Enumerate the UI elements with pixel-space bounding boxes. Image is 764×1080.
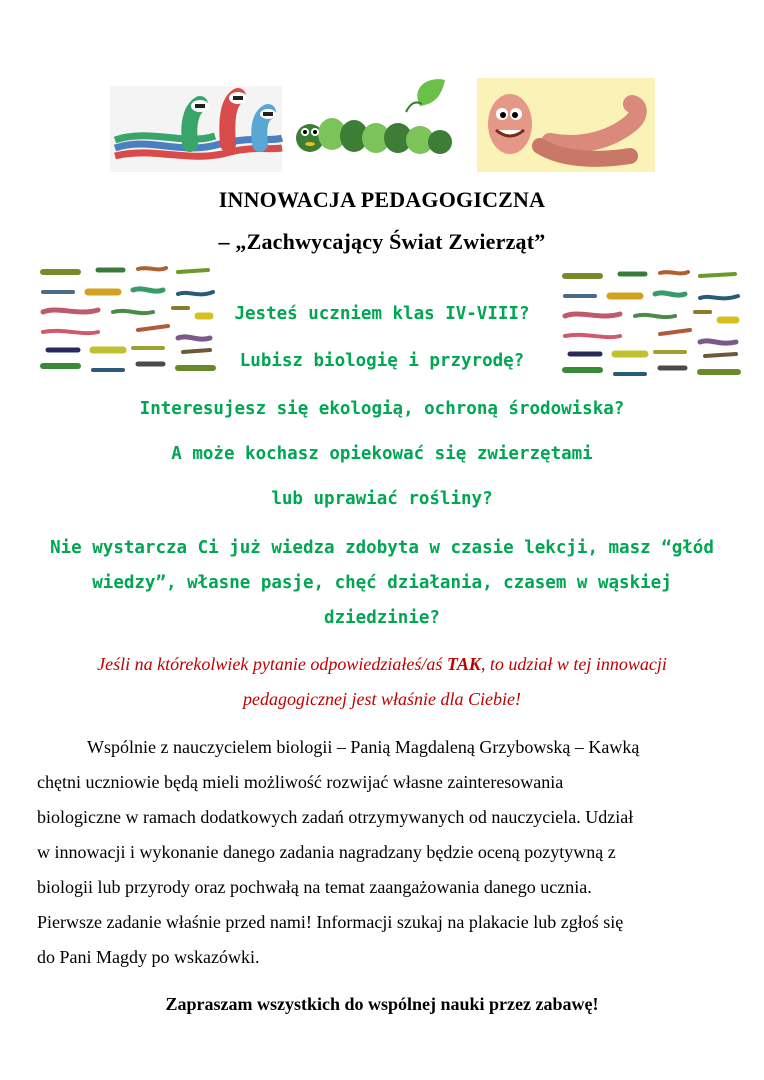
invite-text-end: , to udział w tej innowacji (480, 654, 667, 674)
page-title: INNOWACJA PEDAGOGICZNA (218, 187, 546, 212)
body-line: Wspólnie z nauczycielem biologii – Panią Magdaleną Grzybowską – Kawką (87, 737, 640, 757)
smiling-earthworm (477, 78, 655, 172)
question-grade: Jesteś uczniem klas IV-VIII? (234, 304, 530, 324)
question-knowledge-line3: dziedzinie? (324, 608, 440, 628)
body-line: biologiczne w ramach dodatkowych zadań otrzymywanych od nauczyciela. Udział (37, 807, 634, 827)
question-biology: Lubisz biologię i przyrodę? (239, 351, 525, 371)
question-knowledge-line1: Nie wystarcza Ci już wiedza zdobyta w czasie lekcji, masz “głód (50, 538, 714, 558)
invite-emphasis: TAK (446, 654, 481, 674)
page-subtitle: – „Zachwycający Świat Zwierząt” (218, 229, 546, 254)
body-line: biologii lub przyrody oraz pochwałą na temat zaangażowania danego ucznia. (37, 877, 592, 897)
closing-invitation: Zapraszam wszystkich do wspólnej nauki przez zabawę! (165, 994, 599, 1014)
question-plants: lub uprawiać rośliny? (271, 489, 493, 509)
invite-text-start: Jeśli na którekolwiek pytanie odpowiedziałeś/aś (97, 654, 447, 674)
question-ecology: Interesujesz się ekologią, ochroną środowiska? (139, 399, 625, 419)
invite-line2: pedagogicznej jest właśnie dla Ciebie! (243, 689, 521, 709)
body-line: Pierwsze zadanie właśnie przed nami! Informacji szukaj na plakacie lub zgłoś się (37, 912, 624, 932)
header-illustration-banner (110, 76, 655, 172)
body-line: do Pani Magdy po wskazówki. (37, 947, 260, 967)
body-line: w innowacji i wykonanie danego zadania nagradzany będzie oceną pozytywną z (37, 842, 616, 862)
question-knowledge-line2: wiedzy”, własne pasje, chęć działania, czasem w wąskiej (92, 573, 672, 593)
invite-line1 (0, 654, 764, 675)
question-animals: A może kochasz opiekować się zwierzętami (171, 444, 593, 464)
caterpillar-with-leaf (296, 79, 452, 154)
body-line: chętni uczniowie będą mieli możliwość rozwijać własne zainteresowania (37, 772, 564, 792)
three-cartoon-worms (110, 86, 282, 172)
